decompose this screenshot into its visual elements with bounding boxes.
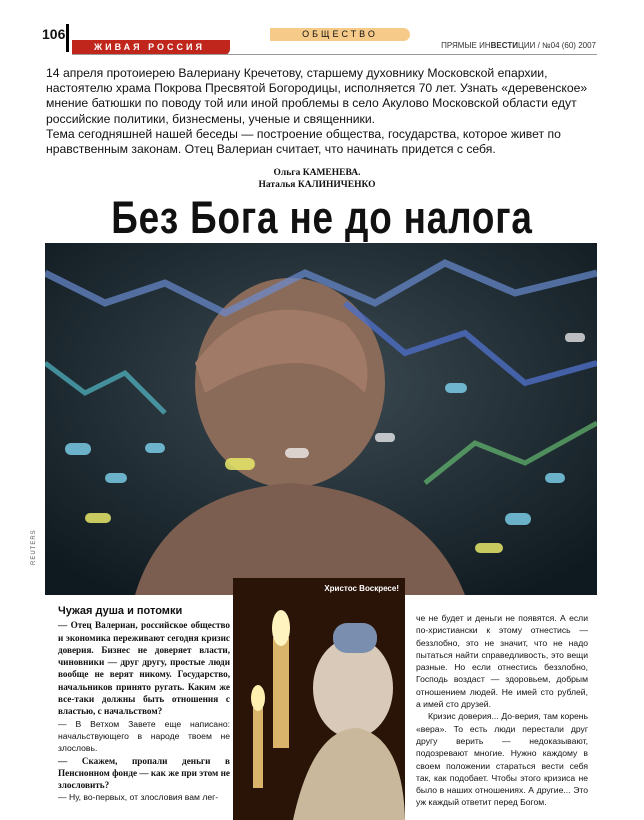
inset-caption: Христос Воскресе! xyxy=(324,584,399,593)
question-2: — Скажем, пропали деньги в Пенсионном фонде — как же при этом не злословить? xyxy=(58,755,230,791)
column3-paragraph-1: че не будет и деньги не появятся. А если по-христиански к этому отнестись — беззлобно, это не значит, что не надо пытаться найти справедливость, это вещи разные. Но если отнестись беззлобно, Господь воздаст — здоровьем, добрым отношением людей. Не имей сто рублей, а имей сто друзей. xyxy=(416,613,588,710)
authors xyxy=(0,167,644,191)
main-photo xyxy=(45,243,597,595)
inset-photo xyxy=(233,578,405,820)
lead-paragraph-1: 14 апреля протоиерею Валериану Кречетову, старшему духовнику Московской епархии, настоятелю храма Покрова Пресвятой Богородицы, исполняется 70 лет. Узнать «деревенское» мнение батюшки по поводу той или иной проблемы в село Акулово Московской области едут российские политики, бизнесмены, ученые и священники. xyxy=(46,66,588,126)
photo-credit: REUTERS xyxy=(31,529,37,565)
header-rule xyxy=(72,54,597,55)
answer-2: — Ну, во-первых, от злословия вам лег- xyxy=(58,792,219,803)
page-number: 106 xyxy=(42,26,66,42)
page-number-bar xyxy=(66,24,69,52)
column3-paragraph-2: Кризис доверия... До-верия, там корень «вера». То есть люди перестали друг другу верить — недоказывают, подозревают многие. Нужно каждому в своем положении стараться вести себя так, как подобает. Чтобы этого кризиса не было в наших отношениях. А другие... Это уж каждый ответит перед Богом. xyxy=(416,711,588,808)
answer-1: — В Ветхом Завете еще написано: начальствующего в народе твоем не злословь. xyxy=(58,718,230,754)
article-column-1 xyxy=(58,605,230,804)
author-1: Ольга КАМЕНЕВА. xyxy=(273,168,361,178)
masthead-pre: ПРЯМЫЕ ИН xyxy=(441,41,491,50)
section-label: ОБЩЕСТВО xyxy=(270,28,410,41)
masthead-bold: ВЕСТИ xyxy=(490,41,518,50)
column-subhead: Чужая душа и потомки xyxy=(58,605,183,617)
article-column-3 xyxy=(416,612,588,809)
author-2: Наталья КАЛИНИЧЕНКО xyxy=(258,180,376,190)
lead-paragraph-2: Тема сегодняшней нашей беседы — построение общества, государства, которое живет по нравственным законам. Отец Валериан считает, что начинать придется с себя. xyxy=(46,126,561,157)
masthead-post: ЦИИ / №04 (60) 2007 xyxy=(517,41,596,50)
article-lead xyxy=(46,66,598,157)
headline: Без Бога не до налога xyxy=(111,192,533,243)
rubric-label: ЖИВАЯ РОССИЯ xyxy=(72,40,230,55)
question-1: — Отец Валериан, российское общество и экономика переживают сегодня кризис доверия. Бизнес не доверяет власти, чиновники — друг другу, простые люди вообще не верят никому. Государство, начальников принято ругать. Каким же все-таки должны быть отношения с властью, с начальством? xyxy=(58,620,230,717)
masthead xyxy=(441,41,596,50)
